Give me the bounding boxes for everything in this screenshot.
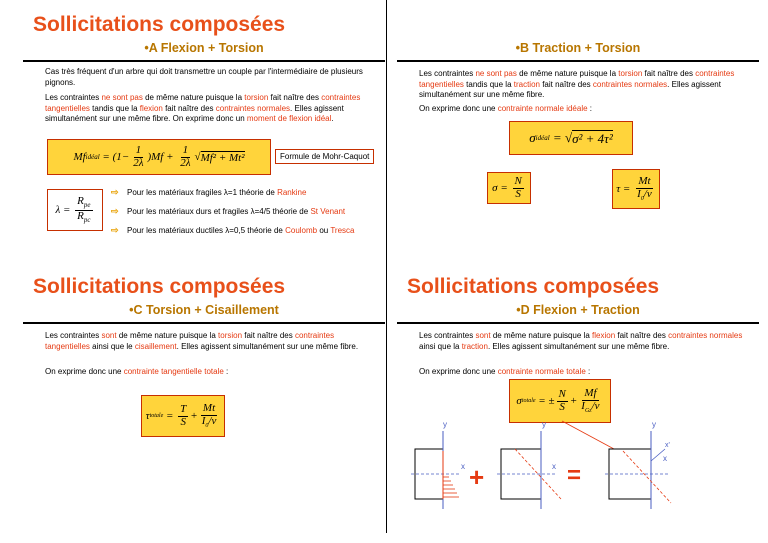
section-flexion	[411, 431, 459, 509]
mohr-caquot-note: Formule de Mohr-Caquot	[275, 149, 374, 164]
axis-y-label: y	[652, 420, 656, 429]
axis-x-label: x	[663, 454, 667, 463]
divider-horizontal	[0, 0, 768, 1]
section-combined	[605, 431, 671, 509]
formula-lambda: λ = $\frac{R_{pe}}{R_{pc}}$	[47, 189, 103, 231]
paragraph: Les contraintes ne sont pas de même nature puisque la torsion fait naître des contraintes tangentielles tandis que la flexion fait naître des contraintes normales. Elles agissent simultanément sur une même fibre. On exprime donc un moment de flexion idéal.	[45, 93, 361, 123]
formula-moment-ideal: Mf idéal = (1− $\frac{1}{2\lambda}$ )Mf + $\frac{1}{2\lambda}$ √ Mf² + Mt²	[47, 139, 271, 175]
formula-tau-totale: τ totale = $\frac{T}{S}$ + $\frac{Mt}{I_0/\nu}$	[141, 395, 225, 437]
paragraph: Les contraintes sont de même nature puisque la flexion fait naître des contraintes normales ainsi que la traction. Elles agissent simultanément sur une même fibre.	[419, 331, 743, 351]
formula-sigma-totale: σ totale = ± $\frac{N}{S}$ + $\frac{Mf}{I_{Gz}/\nu}$	[509, 379, 611, 423]
axis-x-prime-label: x'	[665, 442, 670, 449]
paragraph: On exprime donc une contrainte normale totale :	[419, 367, 591, 376]
paragraph: Les contraintes sont de même nature puisque la torsion fait naître des contraintes tangentielles ainsi que le cisaillement. Elles agissent simultanément sur une même fibre.	[45, 331, 359, 351]
slide-title: Sollicitations composées	[33, 13, 286, 36]
slide-subtitle: •C Torsion + Cisaillement	[129, 303, 279, 317]
slide-flexion-torsion	[23, 9, 385, 271]
divider-vertical	[386, 275, 387, 533]
divider-vertical	[386, 0, 387, 275]
axis-x-label: x	[552, 462, 556, 471]
equals-sign: =	[567, 462, 582, 489]
title-rule	[397, 60, 759, 62]
slide-subtitle: •D Flexion + Traction	[516, 303, 640, 317]
paragraph: On exprime donc une contrainte normale idéale :	[419, 104, 593, 113]
axis-y-label: y	[542, 420, 546, 429]
slide-subtitle: •A Flexion + Torsion	[144, 41, 264, 55]
axis-y-label: y	[443, 420, 447, 429]
paragraph: Les contraintes ne sont pas de même nature puisque la torsion fait naître des contraintes tangentielles tandis que la traction fait naître des contraintes normales. Elles agissent simultanément sur une même fibre.	[419, 69, 735, 99]
title-rule	[23, 322, 385, 324]
stress-diagram	[397, 271, 759, 533]
arrow-bullet-icon: ⇨	[111, 206, 119, 216]
arrow-bullet-icon: ⇨	[111, 187, 119, 197]
axis-x-label: x	[461, 462, 465, 471]
bullet-coulomb: Pour les matériaux ductiles λ=0,5 théorie de Coulomb ou Tresca	[127, 226, 355, 235]
paragraph: On exprime donc une contrainte tangentielle totale :	[45, 367, 229, 376]
slide-traction-torsion	[397, 9, 759, 271]
formula-sigma-traction: σ = $\frac{N}{S}$	[487, 172, 531, 204]
title-rule	[23, 60, 385, 62]
paragraph: Cas très fréquent d'un arbre qui doit transmettre un couple par l'intermédiaire de plusieurs pignons.	[45, 67, 363, 87]
formula-tau-torsion: τ = $\frac{Mt}{I_0/\nu}$	[612, 169, 660, 209]
formula-sigma-ideal: σ idéal = √ σ² + 4τ²	[509, 121, 633, 155]
slide-title: Sollicitations composées	[33, 275, 286, 298]
slide-subtitle: •B Traction + Torsion	[515, 41, 641, 55]
bullet-rankine: Pour les matériaux fragiles λ=1 théorie de Rankine	[127, 188, 307, 197]
arrow-bullet-icon: ⇨	[111, 225, 119, 235]
plus-sign: +	[469, 462, 485, 492]
slide-flexion-traction	[397, 271, 759, 533]
slide-torsion-cisaillement	[23, 271, 385, 533]
slide-title: Sollicitations composées	[407, 275, 660, 298]
bullet-st-venant: Pour les matériaux durs et fragiles λ=4/5 théorie de St Venant	[127, 207, 346, 216]
